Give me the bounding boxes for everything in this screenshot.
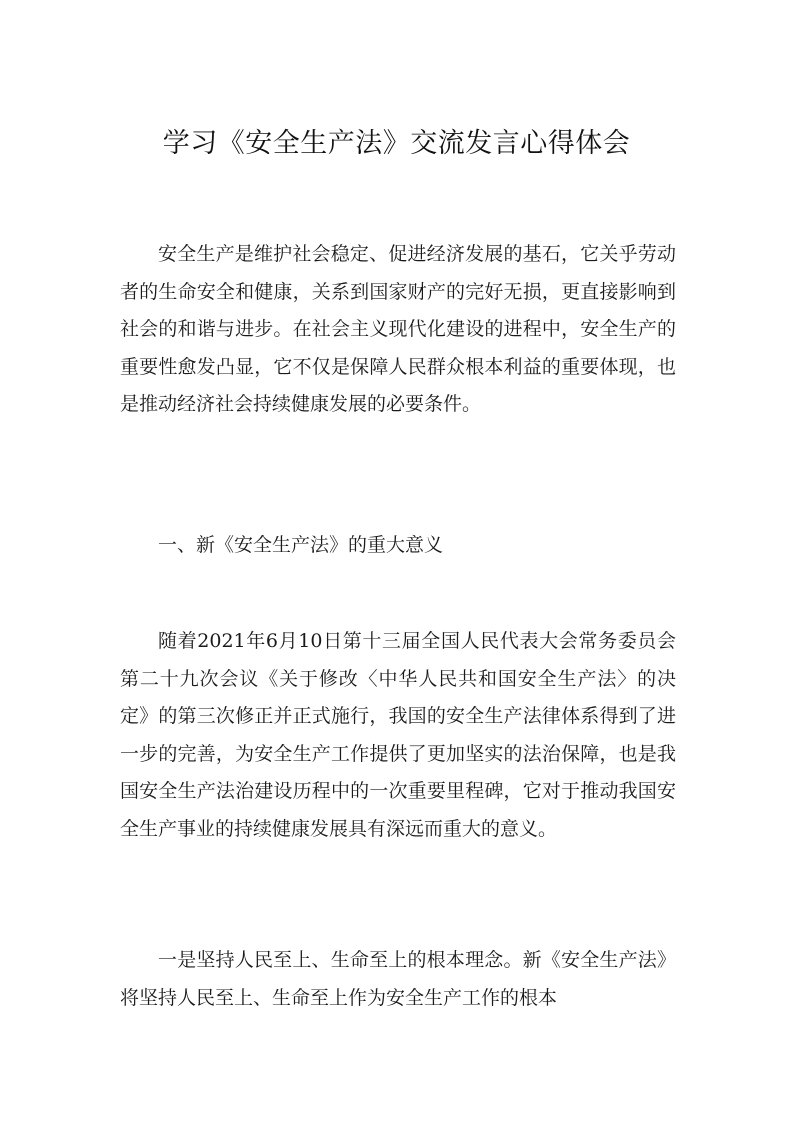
- section-heading-significance: 一、新《安全生产法》的重大意义: [158, 534, 444, 556]
- principle-paragraph: 一是坚持人民至上、生命至上的根本理念。新《安全生产法》将坚持人民至上、生命至上作为安全生产工作的根本: [120, 949, 676, 1009]
- intro-paragraph: 安全生产是维护社会稳定、促进经济发展的基石，它关乎劳动者的生命安全和健康，关系到国家财产的完好无损，更直接影响到社会的和谐与进步。在社会主义现代化建设的进程中，安全生产的重要性愈发凸显，它不仅是保障人民群众根本利益的重要体现，也是推动经济社会持续健康发展的必要条件。: [120, 243, 676, 416]
- significance-paragraph: 随着2021年6月10日第十三届全国人民代表大会常务委员会第二十九次会议《关于修改〈中华人民共和国安全生产法〉的决定》的第三次修正并正式施行，我国的安全生产法律体系得到了进一步的完善，为安全生产工作提供了更加坚实的法治保障，也是我国安全生产法治建设历程中的一次重要里程碑，它对于推动我国安全生产事业的持续健康发展具有深远而重大的意义。: [120, 630, 676, 840]
- document-title: 学习《安全生产法》交流发言心得体会: [162, 128, 631, 159]
